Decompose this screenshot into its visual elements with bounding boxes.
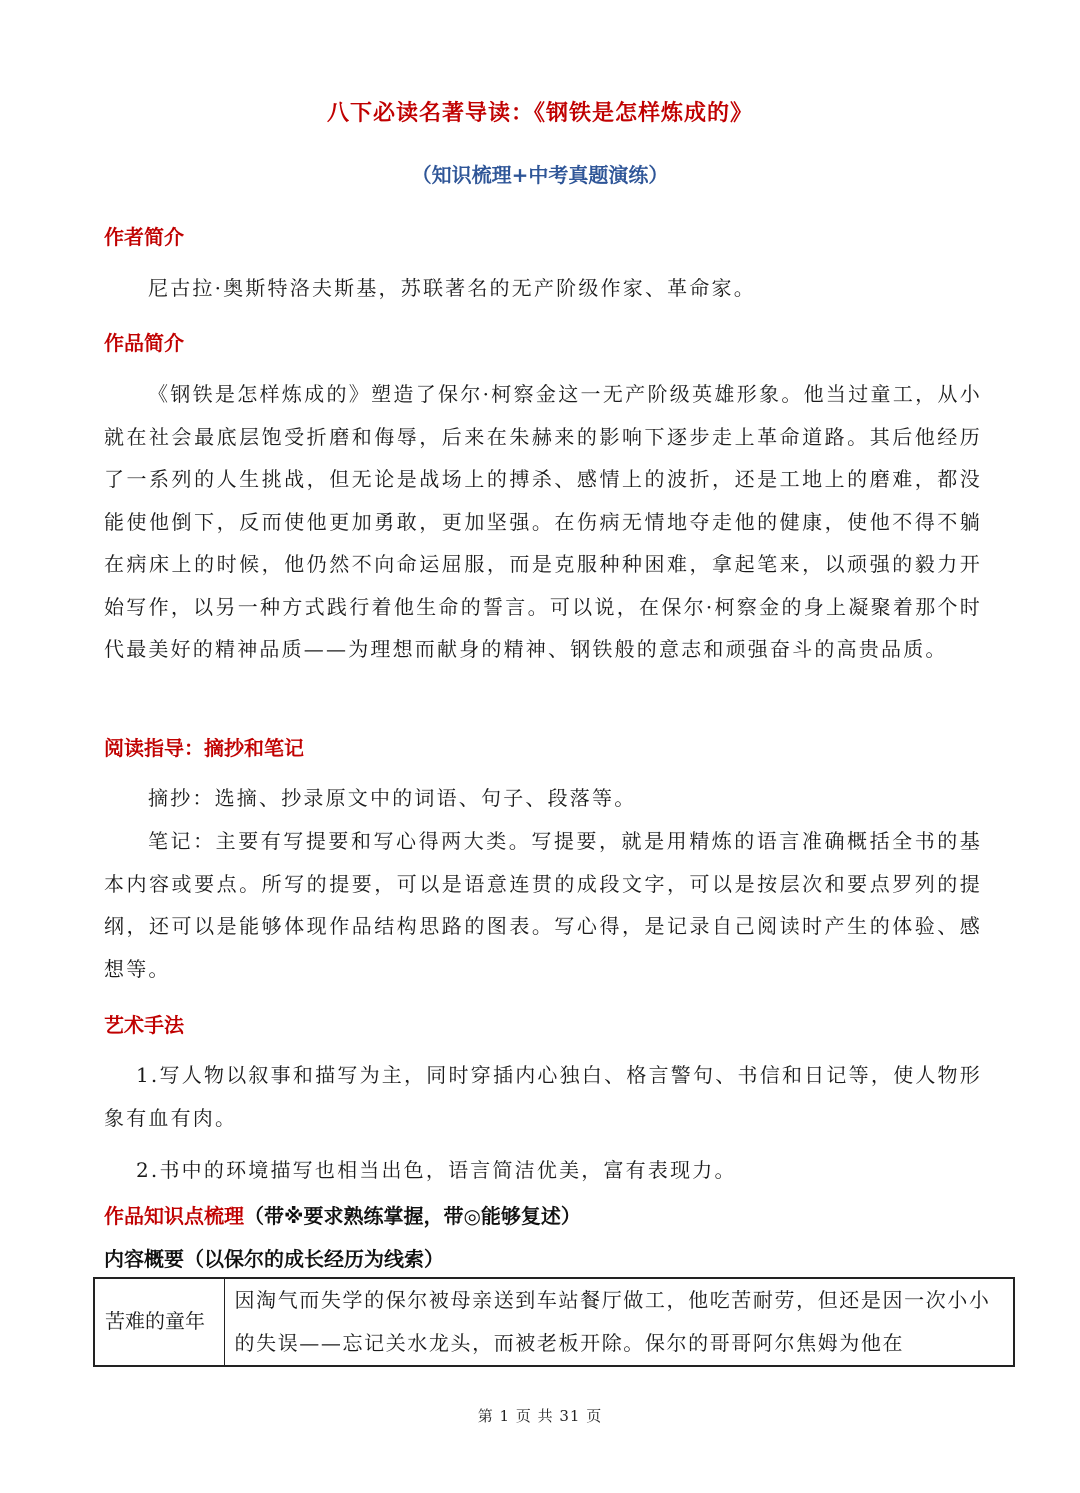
- knowledge-heading: 作品知识点梳理: [104, 1204, 244, 1228]
- art-point-1: 1.写人物以叙事和描写为主，同时穿插内心独白、格言警句、书信和日记等，使人物形象有血有肉。: [104, 1063, 982, 1130]
- work-text: 《钢铁是怎样炼成的》塑造了保尔·柯察金这一无产阶级英雄形象。他当过童工，从小就在社会最底层饱受折磨和侮辱，后来在朱赫来的影响下逐步走上革命道路。其后他经历了一系列的人生挑战，但无论是战场上的搏杀、感情上的波折，还是工地上的磨难，都没能使他倒下，反而使他更加勇敢，更加坚强。在伤病无情地夺走他的健康，使他不得不躺在病床上的时候，他仍然不向命运屈服，而是克服种种困难，拿起笔来，以顽强的毅力开始写作，以另一种方式践行着他生命的誓言。可以说，在保尔·柯察金的身上凝聚着那个时代最美好的精神品质——为理想而献身的精神、钢铁般的意志和顽强奋斗的高贵品质。: [104, 382, 982, 661]
- document-subtitle: （知识梳理+中考真题演练）: [411, 163, 669, 187]
- document-title: 八下必读名著导读：《钢铁是怎样炼成的》: [326, 101, 753, 126]
- work-heading: 作品简介: [104, 331, 184, 355]
- guide-notes: 笔记：主要有写提要和写心得两大类。写提要，就是用精炼的语言准确概括全书的基本内容或要点。所写的提要，可以是语意连贯的成段文字，可以是按层次和要点罗列的提纲，还可以是能够体现作品结构思路的图表。写心得，是记录自己阅读时产生的体验、感想等。: [104, 829, 982, 981]
- table-row-text: 因淘气而失学的保尔被母亲送到车站餐厅做工，他吃苦耐劳，但还是因一次小小的失误——忘记关水龙头，而被老板开除。保尔的哥哥阿尔焦姆为他在: [224, 1278, 1014, 1366]
- guide-heading: 阅读指导：摘抄和笔记: [104, 736, 304, 760]
- summary-heading: 内容概要（以保尔的成长经历为线索）: [104, 1247, 444, 1271]
- page-footer: 第 1 页 共 31 页: [477, 1407, 603, 1425]
- guide-excerpt: 摘抄：选摘、抄录原文中的词语、句子、段落等。: [148, 786, 637, 810]
- author-text: 尼古拉·奥斯特洛夫斯基，苏联著名的无产阶级作家、革命家。: [148, 276, 756, 300]
- author-heading: 作者简介: [104, 225, 184, 249]
- knowledge-heading-line: [104, 1200, 581, 1229]
- summary-table: [93, 1277, 1015, 1367]
- table-row: [94, 1278, 1014, 1366]
- art-heading: 艺术手法: [104, 1013, 184, 1037]
- knowledge-note: （带※要求熟练掌握，带◎能够复述）: [244, 1204, 581, 1228]
- table-row-label: 苦难的童年: [94, 1278, 224, 1366]
- art-point-2: 2.书中的环境描写也相当出色，语言简洁优美，富有表现力。: [136, 1158, 737, 1182]
